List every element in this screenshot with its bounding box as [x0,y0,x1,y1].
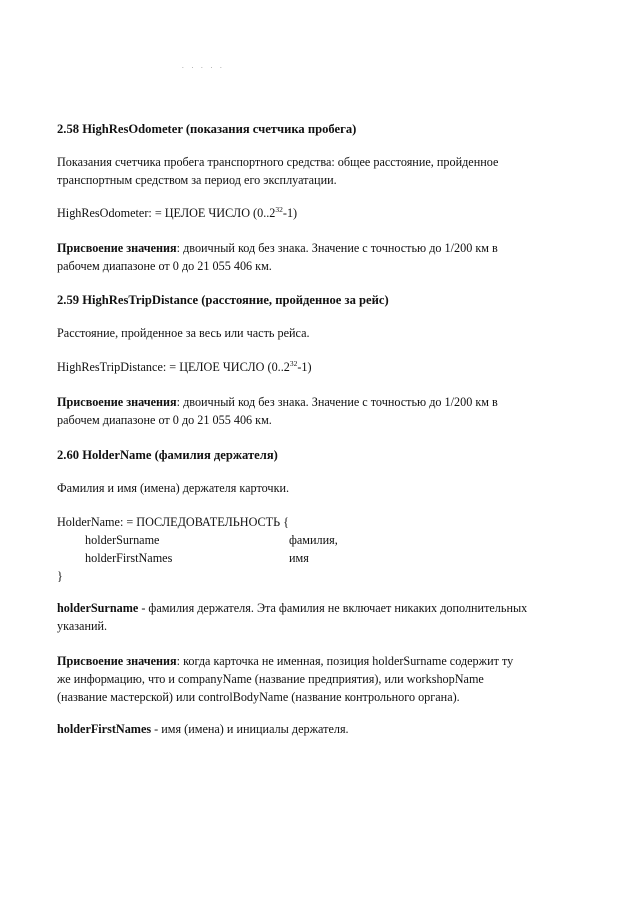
section-heading-2-59: 2.59 HighResTripDistance (расстояние, пройденное за рейс) [57,293,389,307]
section-2-58-description [57,153,587,189]
section-2-58-assignment [57,239,587,275]
section-2-59-description: Расстояние, пройденное за весь или часть рейса. [57,326,310,340]
assignment-text: : двоичный код без знака. Значение с точностью до 1/200 км в [176,395,498,409]
section-2-58-definition [57,204,587,222]
sequence-field-name: holderSurname [85,533,160,547]
exponent: 32 [275,204,283,214]
holder-surname-text: указаний. [57,619,108,633]
description-line: Показания счетчика пробега транспортного средства: общее расстояние, пройденное [57,155,499,169]
assignment-text: же информацию, что и companyName (название предприятия), или workshopName [57,672,484,686]
sequence-definition-close: } [57,569,63,583]
sequence-field-name: holderFirstNames [85,551,173,565]
assignment-text: : когда карточка не именная, позиция holderSurname содержит ту [176,654,514,668]
section-2-60-assignment [57,652,587,706]
assignment-label: Присвоение значения [57,241,177,255]
sequence-field-desc: имя [289,551,309,565]
section-2-59-assignment [57,393,587,429]
section-2-60-description: Фамилия и имя (имена) держателя карточки. [57,481,290,495]
assignment-label: Присвоение значения [57,395,177,409]
exponent: 32 [289,358,298,368]
assignment-text: рабочем диапазоне от 0 до 21 055 406 км. [57,413,272,427]
section-2-59-definition [57,358,587,376]
definition-suffix: -1) [282,206,298,220]
holder-surname-label: holderSurname [57,601,139,615]
holder-surname-paragraph [57,599,587,635]
section-heading-2-60: 2.60 HolderName (фамилия держателя) [57,448,278,462]
assignment-text: : двоичный код без знака. Значение с точностью до 1/200 км в [176,241,498,255]
assignment-label: Присвоение значения [57,654,177,668]
section-heading-2-58: 2.58 HighResOdometer (показания счетчика пробега) [57,122,357,136]
assignment-text: (название мастерской) или controlBodyName (название контрольного органа). [57,690,460,704]
definition-text: HighResTripDistance: = ЦЕЛОЕ ЧИСЛО (0..2 [57,360,290,374]
holder-first-names-paragraph [57,720,587,738]
definition-text: HighResOdometer: = ЦЕЛОЕ ЧИСЛО (0..2 [57,206,276,220]
holder-surname-text: - фамилия держателя. Эта фамилия не включает никаких дополнительных [138,601,528,615]
definition-suffix: -1) [297,360,312,374]
header-marks: . . . . . [182,62,225,70]
sequence-field-desc: фамилия, [289,533,338,547]
description-line: транспортным средством за период его эксплуатации. [57,173,337,187]
holder-first-names-label: holderFirstNames [57,722,152,736]
holder-first-names-text: - имя (имена) и инициалы держателя. [151,722,349,736]
sequence-definition-open: HolderName: = ПОСЛЕДОВАТЕЛЬНОСТЬ { [57,515,290,529]
assignment-text: рабочем диапазоне от 0 до 21 055 406 км. [57,259,272,273]
